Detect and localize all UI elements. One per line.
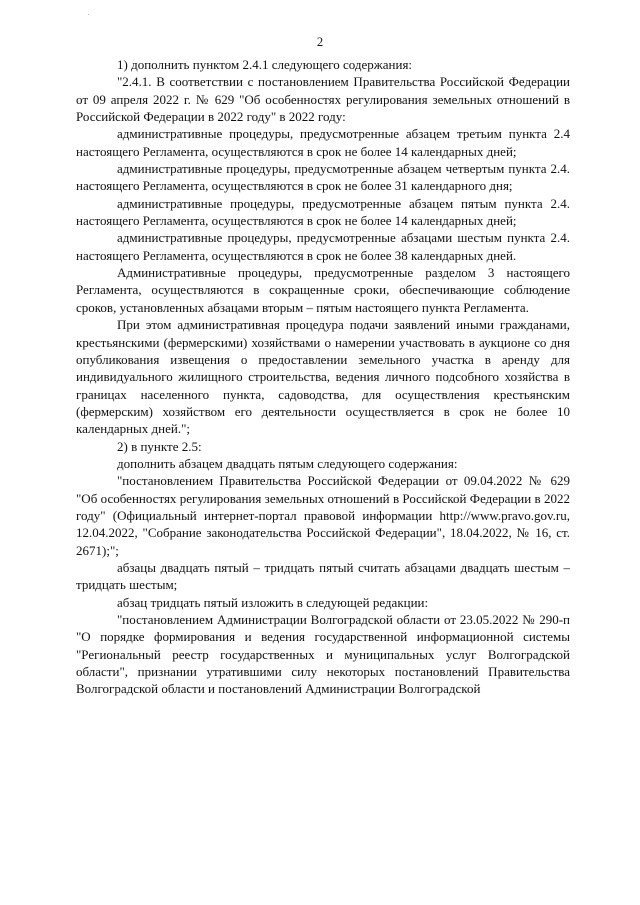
paragraph-1: 1) дополнить пунктом 2.4.1 следующего содержания: bbox=[117, 57, 413, 72]
scan-speck bbox=[88, 14, 89, 15]
paragraph-3: административные процедуры, предусмотренные абзацем третьим пункта 2.4 настоящего Регламента, осуществляются в срок не более 14 календарных дней; bbox=[76, 126, 570, 159]
paragraph-2: "2.4.1. В соответствии с постановлением Правительства Российской Федерации от 09 апреля 2022 г. № 629 "Об особенностях регулирования земельных отношений в Российской Федерации в 2022 году" в 2022 году: bbox=[76, 74, 570, 125]
paragraph-12: абзацы двадцать пятый – тридцать пятый считать абзацами двадцать шестым – тридцать шестым; bbox=[76, 559, 570, 593]
paragraph-8: При этом административная процедура подачи заявлений иными гражданами, крестьянскими (фермерскими) хозяйствами о намерении участвовать в аукционе со дня опубликования извещения о предоставлении земельного участка в аренду для индивидуального жилищного строительства, ведения личного подсобного хозяйства в границах населенного пункта, садоводства, для осуществления крестьянским (фермерским) хозяйством его деятельности осуществляется в срок не более 10 календарных дней."; bbox=[76, 317, 570, 437]
paragraph-6: административные процедуры, предусмотренные абзацами шестым пункта 2.4. настоящего Регламента, осуществляются в срок не более 38 календарных дней. bbox=[76, 230, 570, 263]
document-body bbox=[76, 56, 570, 698]
paragraph-4: административные процедуры, предусмотренные абзацем четвертым пункта 2.4. настоящего Регламента, осуществляются в срок не более 31 календарного дня; bbox=[76, 161, 570, 194]
paragraph-11: "постановлением Правительства Российской Федерации от 09.04.2022 № 629 "Об особенностях регулирования земельных отношений в Российской Федерации в 2022 году" (Официальный интернет-портал правовой информации http://www.pravo.gov.ru, 12.04.2022, "Собрание законодательства Российской Федерации", 18.04.2022, № 16, ст. 2671);"; bbox=[76, 473, 570, 558]
paragraph-5: административные процедуры, предусмотренные абзацем пятым пункта 2.4. настоящего Регламента, осуществляются в срок не более 14 календарных дней; bbox=[76, 195, 570, 229]
paragraph-13: абзац тридцать пятый изложить в следующей редакции: bbox=[117, 594, 429, 610]
paragraph-10: дополнить абзацем двадцать пятым следующего содержания: bbox=[117, 455, 458, 471]
paragraph-9: 2) в пункте 2.5: bbox=[117, 438, 202, 454]
paragraph-7: Административные процедуры, предусмотренные разделом 3 настоящего Регламента, осуществляются в сокращенные сроки, обеспечивающие соблюдение сроков, установленных абзацами вторым – пятым настоящего пункта Регламента. bbox=[76, 265, 570, 315]
page-number: 2 bbox=[316, 35, 324, 49]
paragraph-14: "постановлением Администрации Волгоградской области от 23.05.2022 № 290-п "О порядке формирования и ведения государственной информационной системы "Региональный реестр государственных и муниципальных услуг Волгоградской области", признании утратившими силу некоторых постановлений Правительства Волгоградской области и постановлений Администрации Волгоградской bbox=[76, 612, 570, 697]
